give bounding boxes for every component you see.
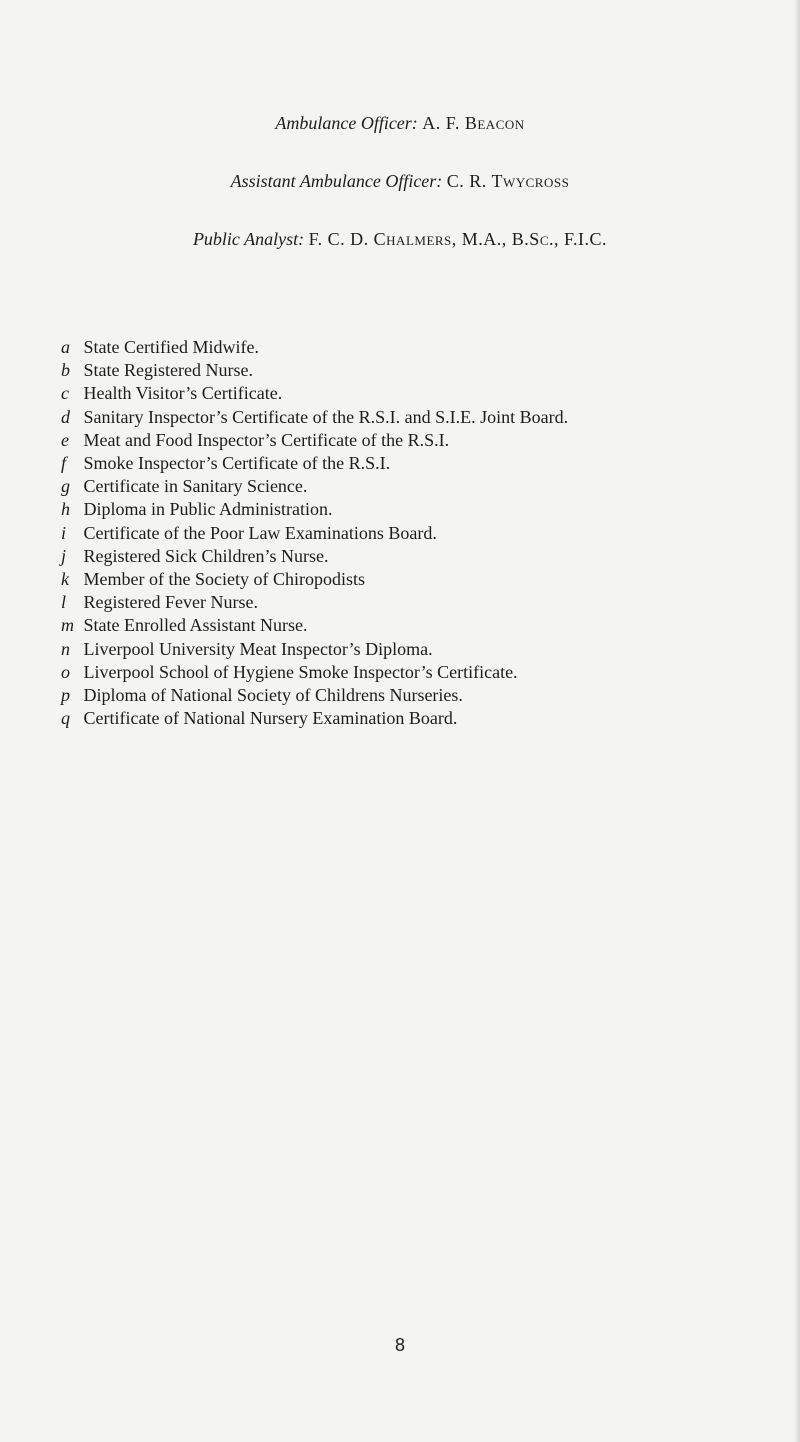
legend-text: Sanitary Inspector’s Certificate of the R.S.I. and S.I.E. Joint Board.	[83, 406, 569, 427]
legend-text: Certificate of National Nursery Examination Board.	[83, 708, 458, 729]
legend-item-p	[61, 684, 791, 707]
legend-letter: p	[61, 685, 70, 706]
legend-text: Diploma of National Society of Childrens Nurseries.	[83, 685, 463, 706]
legend-item-l	[61, 591, 791, 614]
officers-block	[0, 112, 800, 250]
page-number: 8	[394, 1335, 405, 1355]
legend-letter: q	[61, 708, 70, 729]
legend-text: State Registered Nurse.	[83, 360, 253, 381]
legend-text: Registered Fever Nurse.	[83, 592, 258, 613]
legend-text: Smoke Inspector’s Certificate of the R.S.I.	[83, 453, 391, 474]
legend-text: Meat and Food Inspector’s Certificate of the R.S.I.	[83, 429, 450, 450]
legend-text: Member of the Society of Chiropodists	[83, 569, 365, 590]
legend-item-i	[61, 522, 791, 545]
legend-letter: a	[61, 337, 70, 357]
legend-letter: e	[61, 429, 69, 450]
officer-name: F. C. D. Chalmers, M.A., B.Sc., F.I.C.	[308, 229, 608, 249]
legend-letter: j	[61, 545, 67, 566]
legend-item-c	[61, 382, 791, 405]
legend-letter: n	[61, 638, 70, 659]
officer-role: Ambulance Officer:	[275, 113, 418, 133]
legend-item-k	[61, 568, 791, 591]
legend-letter: g	[61, 476, 70, 497]
legend-letter: l	[61, 592, 67, 613]
legend-item-h	[61, 498, 791, 521]
legend-item-d	[61, 406, 791, 429]
officer-name: C. R. Twycross	[446, 171, 570, 191]
legend-item-q	[61, 707, 791, 730]
legend-item-m	[61, 614, 791, 637]
legend-letter: k	[61, 569, 69, 590]
legend-text: Certificate of the Poor Law Examinations Board.	[83, 522, 437, 543]
legend-item-a	[61, 336, 791, 359]
legend-text: Diploma in Public Administration.	[83, 499, 333, 520]
legend-item-g	[61, 475, 791, 498]
legend-text: Certificate in Sanitary Science.	[83, 476, 308, 497]
legend-item-j	[61, 545, 791, 568]
officer-role: Public Analyst:	[192, 229, 305, 249]
legend-letter: b	[61, 360, 70, 381]
legend-item-o	[61, 661, 791, 684]
legend-item-e	[61, 429, 791, 452]
officer-ambulance	[0, 112, 800, 134]
scan-edge-shadow	[794, 0, 800, 1442]
legend-item-n	[61, 638, 791, 661]
officer-assistant-ambulance	[0, 170, 800, 192]
legend-letter: d	[61, 406, 70, 427]
officer-role: Assistant Ambulance Officer:	[230, 171, 443, 191]
legend-text: Health Visitor’s Certificate.	[83, 383, 283, 404]
legend-item-b	[61, 359, 791, 382]
qualifications-legend	[61, 336, 791, 730]
legend-letter: f	[61, 453, 67, 474]
officer-public-analyst	[0, 228, 800, 250]
legend-item-f	[61, 452, 791, 475]
legend-text: Registered Sick Children’s Nurse.	[83, 545, 329, 566]
legend-letter: h	[61, 499, 70, 520]
legend-letter: o	[61, 661, 70, 682]
legend-letter: m	[61, 615, 74, 636]
officer-name: A. F. Beacon	[422, 113, 525, 133]
legend-letter: i	[61, 522, 67, 543]
legend-text: State Certified Midwife.	[83, 337, 259, 357]
legend-text: State Enrolled Assistant Nurse.	[83, 615, 308, 636]
legend-letter: c	[61, 383, 69, 404]
legend-text: Liverpool University Meat Inspector’s Diploma.	[83, 638, 433, 659]
legend-text: Liverpool School of Hygiene Smoke Inspector’s Certificate.	[83, 661, 518, 682]
